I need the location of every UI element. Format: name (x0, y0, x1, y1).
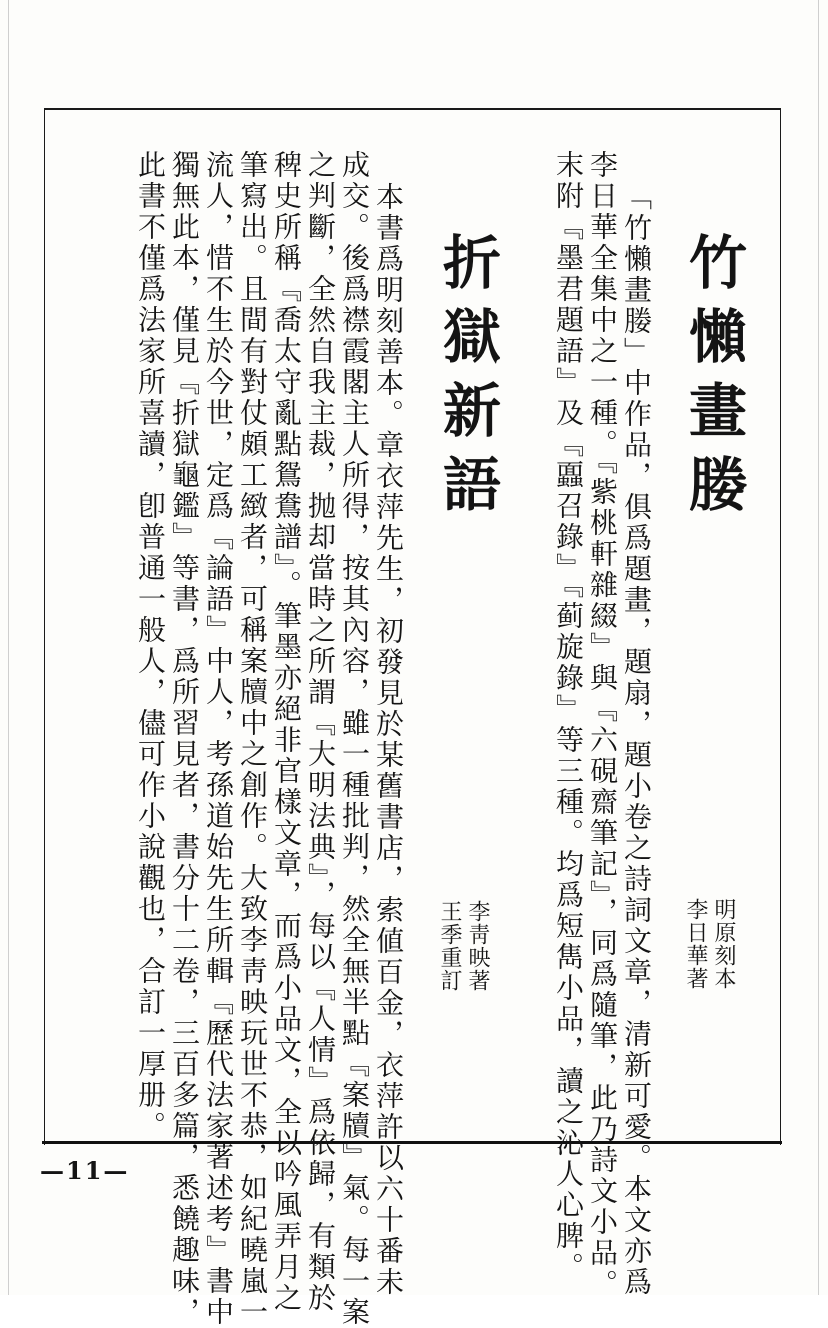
byline-editor: 王季重訂 (437, 900, 462, 992)
section-title: 竹懶畫媵 (679, 232, 747, 528)
page-edge-left (8, 0, 9, 1295)
text-column: 本書爲明刻善本。章衣萍先生，初發見於某舊書店，索値百金，衣萍許以六十番未 (372, 182, 405, 1298)
text-column: 「竹懶畫媵」中作品，俱爲題畫，題扇，題小卷之詩詞文章，清新可愛。本文亦爲 (620, 182, 653, 1298)
byline-author: 李日華著 (683, 898, 708, 990)
text-column: 稗史所稱『喬太守亂點鴛鴦譜』。筆墨亦絕非官樣文章，而爲小品文，全以吟風弄月之 (270, 150, 303, 1314)
text-column: 筆寫出。且間有對仗頗工緻者，可稱案牘中之創作。大致李靑映玩世不恭，如紀曉嵐一 (236, 150, 269, 1328)
text-column: 末附『墨君題語』及『蠠召錄』『蓟旋錄』等三種。均爲短雋小品，讀之沁人心脾。 (552, 150, 585, 1283)
text-column: 之判斷，全然自我主裁，抛却當時之所謂『大明法典』，每以『人情』爲依歸，有類於 (304, 150, 337, 1314)
page-number: —11— (40, 1156, 130, 1185)
section-title: 折獄新語 (433, 232, 501, 528)
page-edge-right (818, 0, 819, 1295)
text-column: 此書不僅爲法家所喜讀，卽普通一般人，儘可作小說觀也，合訂一厚册。 (134, 150, 167, 1142)
text-column: 成交。後爲襟霞閣主人所得，按其內容，雖一種批判，然全無半點『案牘』氣。每一案 (338, 150, 371, 1328)
text-column: 流人，惜不生於今世，定爲『論語』中人，考孫道始先生所輯『歷代法家著述考』書中 (202, 150, 235, 1328)
text-column: 獨無此本，僅見『折獄龜鑑』等書，爲所習見者，書分十二卷，三百多篇，悉饒趣味， (168, 150, 201, 1328)
byline-edition: 明原刻本 (711, 898, 736, 990)
text-column: 李日華全集中之一種。『紫桃軒雜綴』與『六硯齋筆記』，同爲隨筆，此乃詩文小品。 (586, 150, 619, 1300)
byline-author: 李靑映著 (465, 900, 490, 992)
